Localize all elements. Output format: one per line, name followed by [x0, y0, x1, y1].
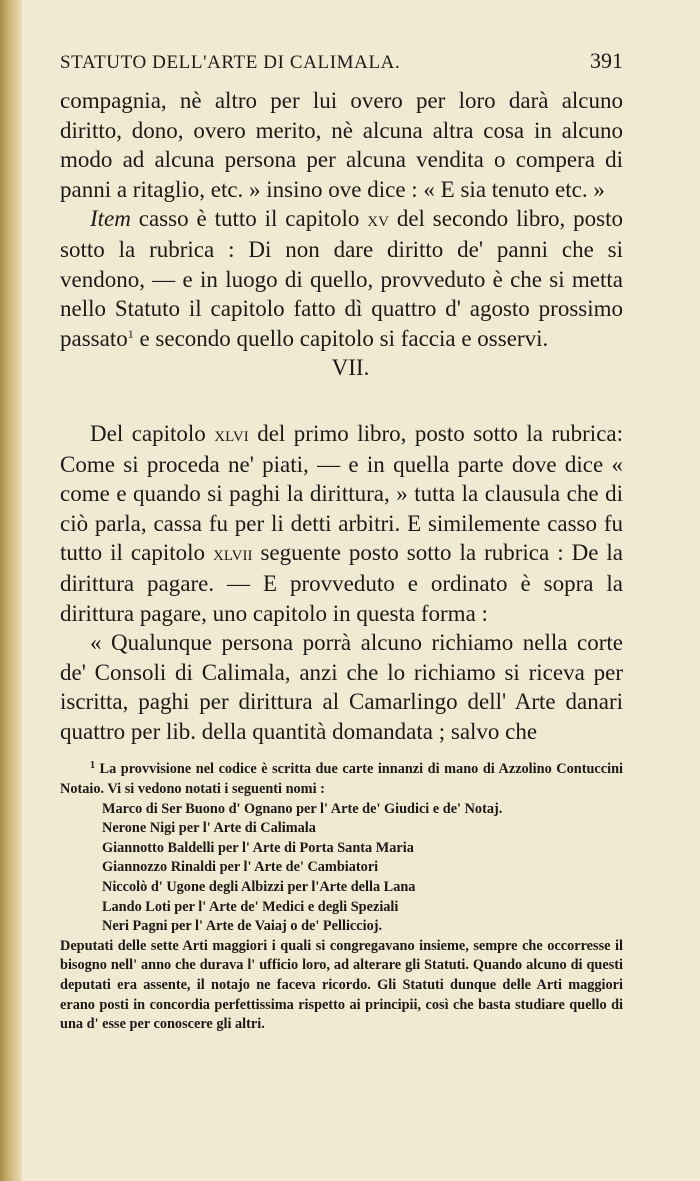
paragraph-quote: « Qualunque persona porrà alcuno richiamo nella corte de' Consoli di Calimala, anzi che lo richiamo si riceva per iscritta, paghi per dirittura al Camarlingo dell' Arte danari quattro per lib. della quantità domandata ; salvo che: [60, 630, 623, 744]
item-italic: Item: [90, 206, 131, 232]
footnote-marker: 1: [127, 326, 134, 341]
chapter-ref: xlvi: [214, 421, 249, 446]
chapter-ref: xlvii: [213, 541, 253, 566]
signatory-line: Giannozzo Rinaldi per l' Arte de' Cambiatori: [102, 859, 379, 876]
paragraph-item: [60, 204, 623, 353]
book-page: [60, 48, 623, 1035]
footnote-marker: 1: [90, 760, 95, 772]
running-head: [60, 48, 623, 74]
paragraph-text: del primo libro, posto sotto la rubrica: Come si proceda ne' piati, — e in quella parte dove dice « come e quando si paghi la dirittura, » tutta la clausula che di ciò parla, cassa fu per li detti arbitri. E similemente casso fu tutto il capitolo: [60, 420, 623, 566]
chapter-ref: xv: [367, 207, 389, 232]
page-edge: [0, 0, 22, 1181]
signatory-line: Nerone Nigi per l' Arte di Calimala: [102, 820, 316, 837]
page-number: 391: [590, 48, 623, 73]
footnote-block: [60, 760, 623, 1034]
paragraph-text: casso è tutto il capitolo: [130, 206, 368, 232]
footnote-text: La provvisione nel codice è scritta due carte innanzi di mano di Azzolino Contuccini Notaio. Vi si vedono notati i seguenti nomi :: [60, 761, 623, 798]
signatory-line: Marco di Ser Buono d' Ognano per l' Arte de' Giudici e de' Notaj.: [102, 800, 503, 817]
paragraph-text: e secondo quello capitolo si faccia e osservi.: [133, 325, 549, 351]
signatory-line: Neri Pagni per l' Arte de Vaiaj o de' Pelliccioj.: [102, 918, 383, 935]
paragraph-chapter: [60, 419, 623, 628]
section-number: VII.: [331, 355, 370, 381]
paragraph-text: Del capitolo: [90, 420, 215, 446]
main-text: [60, 86, 623, 746]
paragraph-continuation: compagnia, nè altro per lui overo per loro darà alcuno diritto, dono, overo merito, nè alcuna altra cosa in alcuno modo ad alcuna persona per alcuna vendita o compera di panni a ritaglio, etc. » insino ove dice : « E sia tenuto etc. »: [60, 88, 623, 202]
paragraph-text: del secondo libro, posto sotto la rubrica : Di non dare diritto de' panni che si vendono, — e in luogo di quello, provveduto è che si metta nello Statuto il capitolo fatto dì quattro d' agosto prossimo passato: [60, 206, 623, 351]
footnote-intro: [60, 760, 623, 799]
signatory-line: Niccolò d' Ugone degli Albizzi per l'Arte della Lana: [102, 879, 416, 896]
signatory-line: Lando Loti per l' Arte de' Medici e degli Speziali: [102, 898, 399, 915]
signatory-line: Giannotto Baldelli per l' Arte di Porta Santa Maria: [102, 839, 414, 856]
paragraph-text: seguente posto sotto la rubrica : De la dirittura pagare. — E provveduto e ordinato è sopra la dirittura pagare, uno capitolo in questa forma :: [60, 540, 623, 626]
running-title: STATUTO DELL'ARTE DI CALIMALA.: [60, 52, 401, 73]
footnote-closing: Deputati delle sette Arti maggiori i quali si congregavano insieme, sempre che occorresse il bisogno nell' anno che durava l' ufficio loro, ad alterare gli Statuti. Quando alcuno di questi deputati era assente, il notajo ne faceva ricordo. Gli Statuti dunque delle Arti maggiori erano posti in concordia perfettissima rispetto ai principii, così che basta studiare quello di una d' esse per conoscere gli altri.: [60, 937, 623, 1033]
